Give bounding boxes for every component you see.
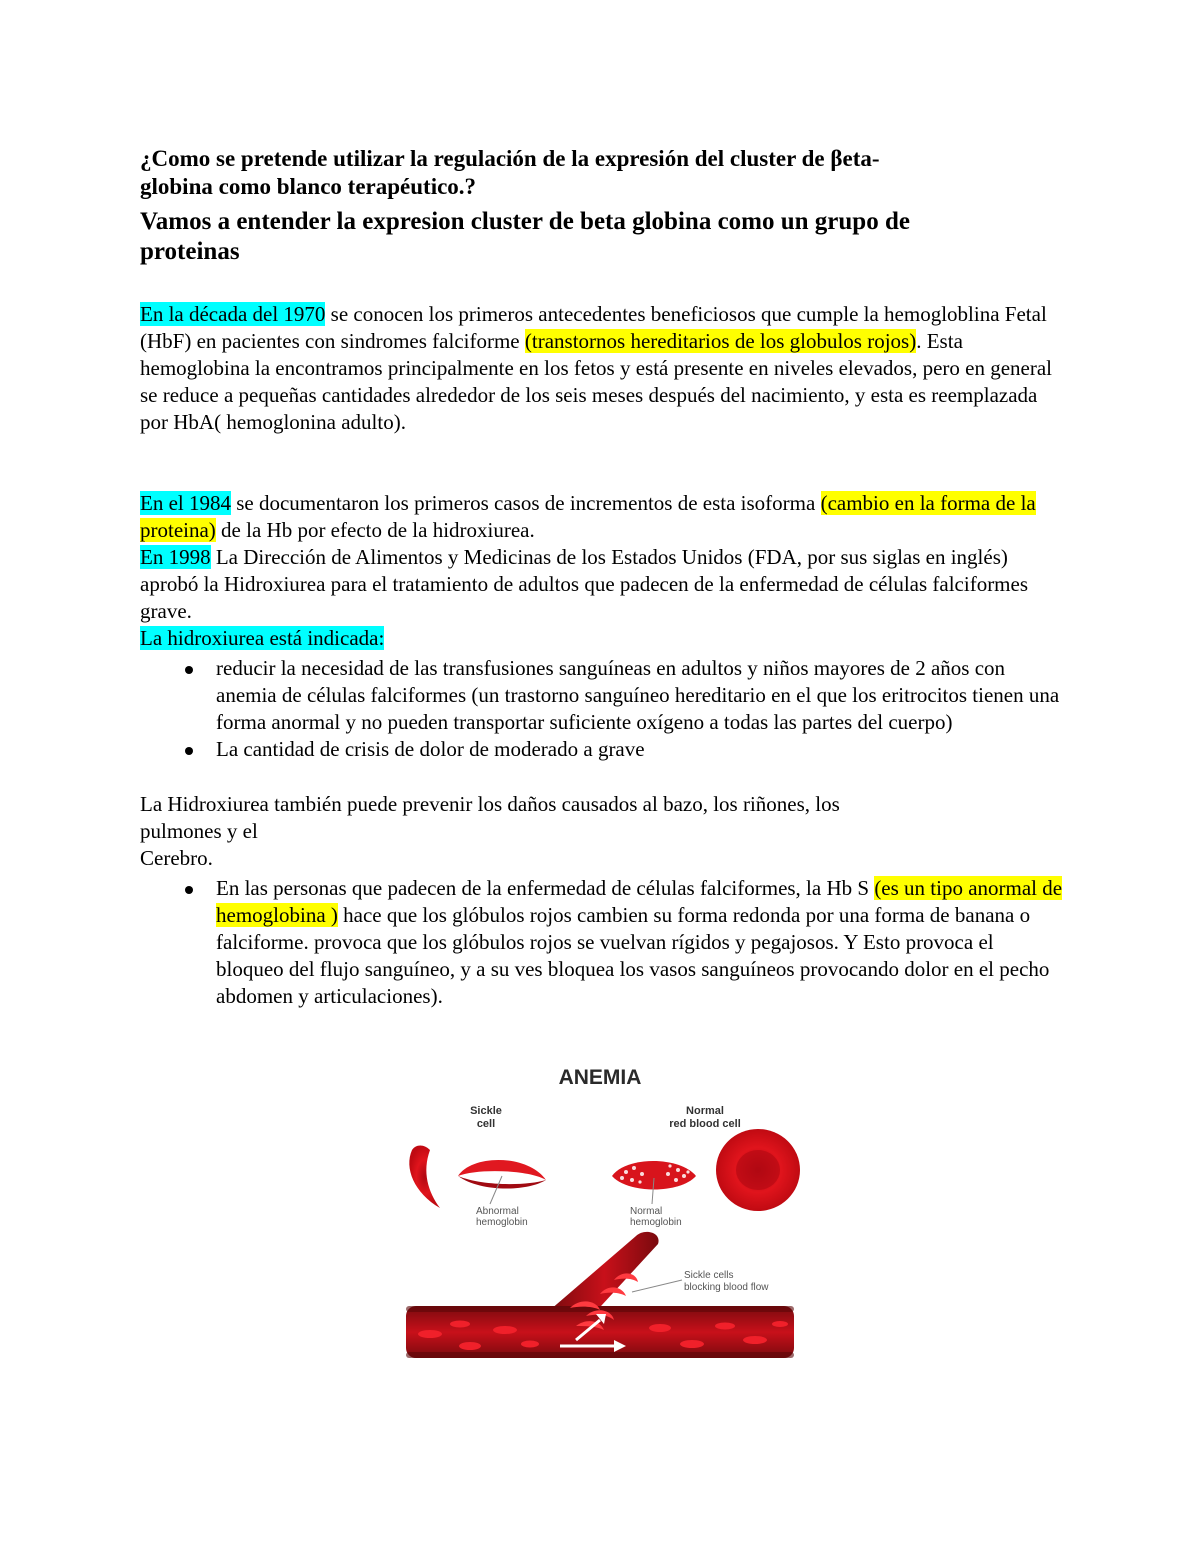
- blocking-label-line-2: blocking blood flow: [684, 1282, 769, 1293]
- sickle-label-line-2: cell: [476, 1118, 496, 1130]
- sickle-cell-crescent: [409, 1146, 440, 1209]
- paragraph-line: Cerebro.: [140, 846, 213, 870]
- highlight-date-1970: En la década del 1970: [140, 302, 326, 326]
- anemia-figure: [400, 1058, 800, 1376]
- paragraph-text: se documentaron los primeros casos de incrementos de esta isoforma: [230, 491, 821, 515]
- bullet-icon: [185, 886, 193, 894]
- normal-label-line-1: Normal: [686, 1105, 724, 1117]
- bullet-icon: [185, 747, 193, 755]
- highlight-note: (es un tipo anormal de hemoglobina ): [216, 876, 1063, 927]
- list-item-text: hace que los glóbulos rojos cambien su forma redonda por una forma de banana o falciforme. provoca que los glóbulos rojos se vuelvan rígidos y pegajosos. Y Esto provoca el bloqueo del flujo sanguíneo, y a su ves bloquea los vasos sanguíneos provocando dolor en el pecho abdomen y articulaciones).: [216, 903, 1050, 1008]
- paragraph-text: de la Hb por efecto de la hidroxiurea.: [215, 518, 535, 542]
- list-item: [140, 875, 1065, 1010]
- list-item: [140, 736, 1065, 763]
- paragraph-line: La Hidroxiurea también puede prevenir los daños causados al bazo, los riñones, los: [140, 792, 840, 816]
- figure-title: ANEMIA: [558, 1066, 642, 1089]
- title-line-1: ¿Como se pretende utilizar la regulación de la expresión del cluster de βeta-: [140, 146, 880, 171]
- page-title: [140, 145, 1080, 201]
- paragraph-1984: [140, 490, 1065, 544]
- paragraph-text: . Esta hemoglobina la encontramos principalmente en los fetos y está presente en niveles elevados, pero en general se reduce a pequeñas cantidades alrededor de los seis meses después del nacimiento, y esta es reemplazada por HbA( hemoglonina adulto).: [140, 329, 1053, 434]
- paragraph-line: pulmones y el: [140, 819, 258, 843]
- bullet-icon: [185, 666, 193, 674]
- paragraph-text: se conocen los primeros antecedentes beneficiosos que cumple la hemogloblina Fetal (HbF) en pacientes con sindromes falciforme: [140, 302, 1047, 353]
- abnormal-hemoglobin-line-2: hemoglobin: [476, 1217, 528, 1228]
- title-line-2: globina como blanco terapéutico.?: [140, 174, 477, 199]
- sickle-cell-side-shadow: [458, 1176, 546, 1189]
- abnormal-hemoglobin-line-1: Abnormal: [476, 1206, 519, 1217]
- page-subtitle: [140, 207, 1080, 267]
- highlight-note: (transtornos hereditarios de los globulos rojos): [524, 329, 917, 353]
- paragraph-1970: [140, 301, 1065, 436]
- subtitle-line-1: Vamos a entender la expresion cluster de beta globina como un grupo de: [140, 208, 910, 235]
- highlight-date-1984: En el 1984: [140, 491, 231, 515]
- normal-hemoglobin-line-1: Normal: [630, 1206, 663, 1217]
- subtitle-line-2: proteinas: [140, 238, 240, 265]
- paragraph-1998: [140, 544, 1065, 625]
- paragraph-text: La Dirección de Alimentos y Medicinas de los Estados Unidos (FDA, por sus siglas en inglés) aprobó la Hidroxiurea para el tratamiento de adultos que padecen de la enfermedad de células falciformes grave.: [140, 545, 1029, 623]
- vessel-wall: [406, 1352, 794, 1358]
- normal-hemoglobin-line-2: hemoglobin: [630, 1217, 682, 1228]
- hbs-list: [140, 875, 1065, 1010]
- pointer-line: [490, 1176, 502, 1204]
- blocking-label-line-1: Sickle cells: [684, 1270, 734, 1281]
- cell-center: [736, 1150, 780, 1190]
- pointer-line: [632, 1280, 682, 1292]
- highlight-note: (cambio en la forma de la proteina): [140, 491, 1036, 542]
- sickle-label-line-1: Sickle: [470, 1105, 502, 1117]
- normal-label-line-2: red blood cell: [669, 1118, 741, 1130]
- list-item-text: reducir la necesidad de las transfusiones sanguíneas en adultos y niños mayores de 2 años con anemia de células falciformes (un trastorno sanguíneo hereditario en el que los eritrocitos tienen una forma anormal y no pueden transportar suficiente oxígeno a todas las partes del cuerpo): [216, 656, 1060, 734]
- highlight-date-1998: En 1998: [140, 545, 211, 569]
- indication-list: [140, 655, 1065, 763]
- list-item-text: En las personas que padecen de la enfermedad de células falciformes, la Hb S: [216, 876, 875, 900]
- indication-label: [140, 625, 1065, 652]
- list-item: [140, 655, 1065, 736]
- list-item-text: La cantidad de crisis de dolor de moderado a grave: [216, 737, 645, 761]
- paragraph-prevention: [140, 791, 1065, 872]
- blood-vessel-branch: [550, 1232, 659, 1318]
- highlight-indication: La hidroxiurea está indicada:: [140, 626, 385, 650]
